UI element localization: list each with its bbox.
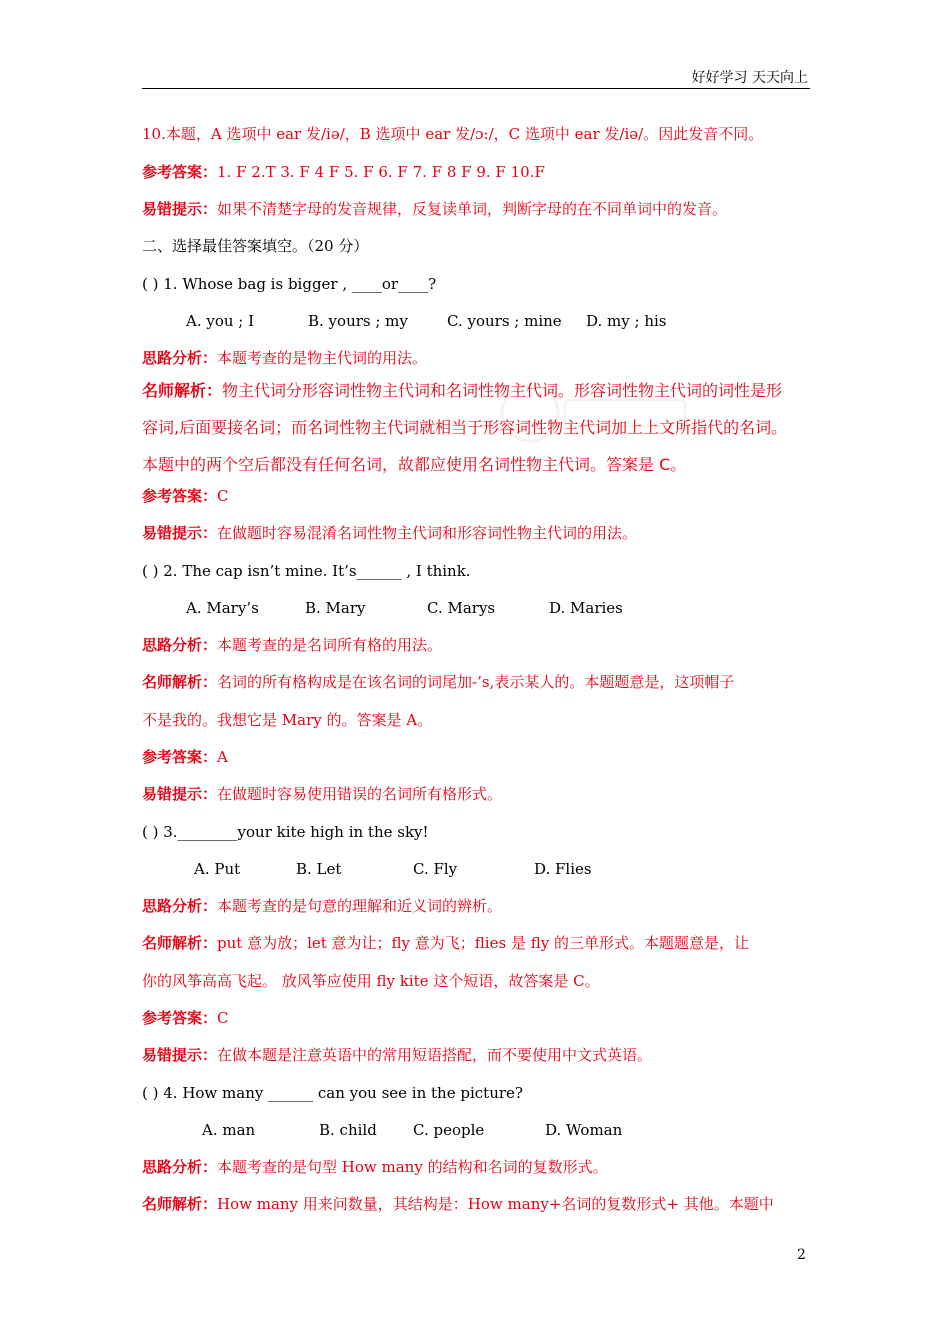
q3-option-c: C. Fly [413, 860, 458, 878]
question-2: ( ) 2. The cap isn’t mine. It’s______ , I think. [142, 562, 471, 580]
q2-thinking: 思路分析：本题考查的是名词所有格的用法。 [142, 636, 443, 654]
question-4: ( ) 4. How many ______ can you see in the picture? [142, 1084, 523, 1102]
page-header [142, 64, 810, 89]
q2-explanation-1: 名师解析：名词的所有格构成是在该名词的词尾加-’s,表示某人的。本题题意是，这项帽子 [142, 673, 735, 691]
q4-option-a: A. man [202, 1121, 256, 1139]
q4-thinking: 思路分析：本题考查的是句型 How many 的结构和名词的复数形式。 [142, 1158, 608, 1176]
mistake-tip-section1: 易错提示：如果不清楚字母的发音规律，反复读单词，判断字母的在不同单词中的发音。 [142, 200, 728, 218]
q4-explanation-1: 名师解析：How many 用来问数量，其结构是：How many+名词的复数形式+ 其他。本题中 [142, 1195, 774, 1213]
q3-thinking: 思路分析：本题考查的是句意的理解和近义词的辨析。 [142, 897, 503, 915]
q3-option-a: A. Put [194, 860, 241, 878]
q2-answer: 参考答案：A [142, 748, 228, 766]
q1-option-b: B. yours ; my [308, 312, 408, 330]
header-motto: 好好学习 天天向上 [691, 70, 808, 86]
analysis-q10: 10.本题，A 选项中 ear 发/iə/，B 选项中 ear 发/ɔ:/，C 选项中 ear 发/iə/。因此发音不同。 [142, 125, 764, 143]
q3-answer: 参考答案：C [142, 1009, 229, 1027]
q2-mistake-tip: 易错提示：在做题时容易使用错误的名词所有格形式。 [142, 785, 503, 803]
q4-option-b: B. child [319, 1121, 377, 1139]
section-heading: 二、选择最佳答案填空。（20 分） [142, 237, 369, 255]
q3-option-d: D. Flies [534, 860, 592, 878]
q2-option-b: B. Mary [305, 599, 366, 617]
q4-option-c: C. people [413, 1121, 485, 1139]
q1-explanation-2: 容词,后面要接名词；而名词性物主代词就相当于形容词性物主代词加上上文所指代的名词。 [142, 418, 788, 437]
q1-option-d: D. my ; his [586, 312, 667, 330]
question-1: ( ) 1. Whose bag is bigger , ____or____? [142, 275, 437, 293]
page-number: 2 [797, 1247, 806, 1263]
q1-explanation-3: 本题中的两个空后都没有任何名词，故都应使用名词性物主代词。答案是 C。 [142, 455, 687, 474]
q2-option-d: D. Maries [549, 599, 623, 617]
answer-key-section1: 参考答案：1. F 2.T 3. F 4 F 5. F 6. F 7. F 8 F 9. F 10.F [142, 163, 545, 181]
q3-option-b: B. Let [296, 860, 342, 878]
q4-option-d: D. Woman [545, 1121, 623, 1139]
q2-option-a: A. Mary’s [186, 599, 259, 617]
q3-explanation-2: 你的风筝高高飞起。 放风筝应使用 fly kite 这个短语，故答案是 C。 [142, 972, 600, 990]
q1-option-a: A. you ; I [186, 312, 255, 330]
q1-explanation-1: 名师解析：物主代词分形容词性物主代词和名词性物主代词。形容词性物主代词的词性是形 [142, 381, 783, 400]
q3-explanation-1: 名师解析：put 意为放；let 意为让；fly 意为飞；flies 是 fly 的三单形式。本题题意是，让 [142, 934, 749, 952]
q1-option-c: C. yours ; mine [447, 312, 562, 330]
question-3: ( ) 3.________your kite high in the sky! [142, 823, 429, 841]
q2-option-c: C. Marys [427, 599, 496, 617]
q2-explanation-2: 不是我的。我想它是 Mary 的。答案是 A。 [142, 711, 433, 729]
q1-thinking: 思路分析：本题考查的是物主代词的用法。 [142, 349, 428, 367]
q3-mistake-tip: 易错提示：在做本题是注意英语中的常用短语搭配，而不要使用中文式英语。 [142, 1046, 653, 1064]
q1-answer: 参考答案：C [142, 487, 229, 505]
q1-mistake-tip: 易错提示：在做题时容易混淆名词性物主代词和形容词性物主代词的用法。 [142, 524, 638, 542]
